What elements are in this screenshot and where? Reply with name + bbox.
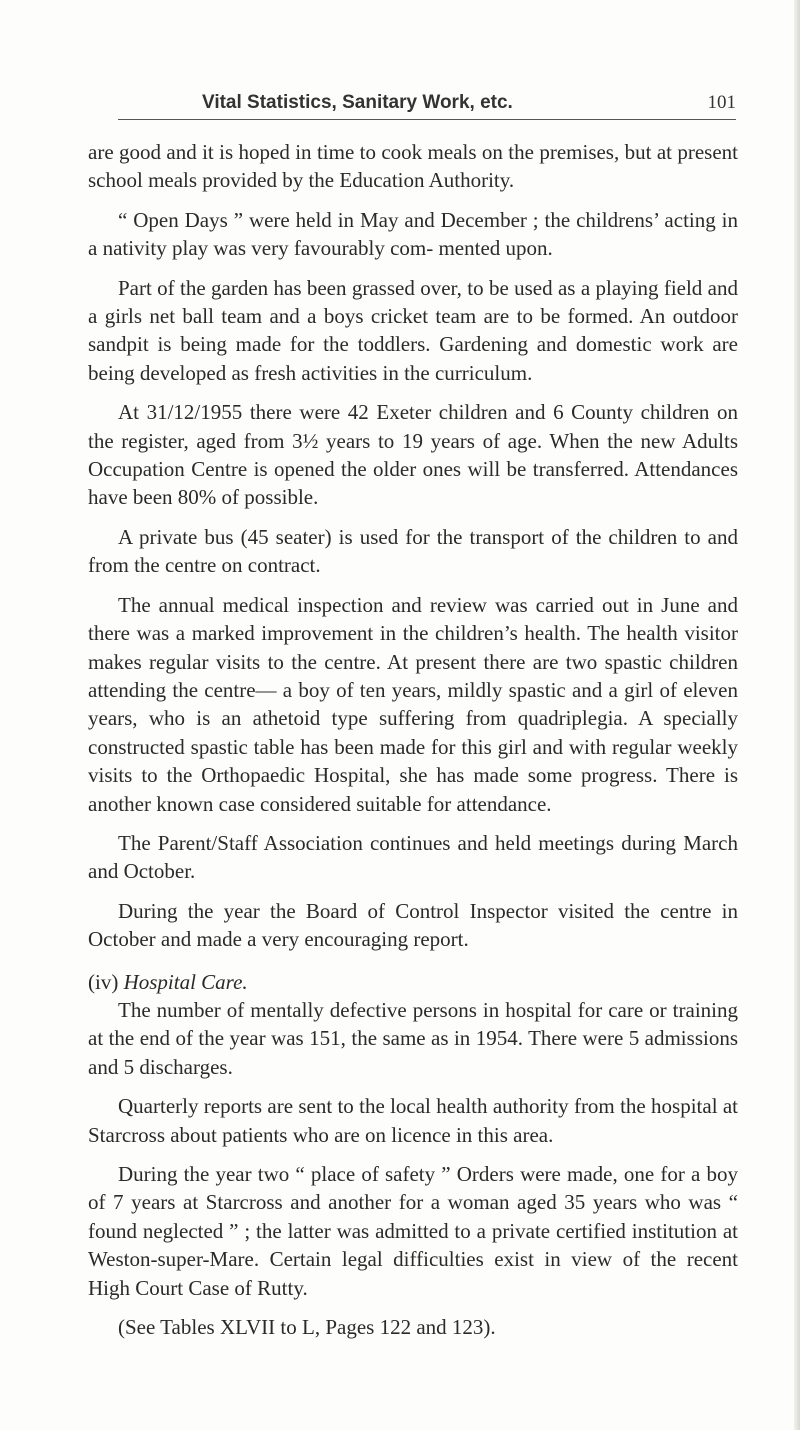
paragraph: A private bus (45 seater) is used for the transport of the children to and from the centre on contract. — [88, 524, 738, 578]
paragraph: “ Open Days ” were held in May and December ; the childrens’ acting in a nativity play was very favourably com- mented upon. — [88, 207, 738, 261]
tables-reference: (See Tables XLVII to L, Pages 122 and 123). — [118, 1315, 496, 1340]
page-edge-shadow — [794, 0, 800, 1430]
paragraph: Quarterly reports are sent to the local health authority from the hospital at Starcross about patients who are on licence in this area. — [88, 1094, 738, 1147]
paragraph: The annual medical inspection and review was carried out in June and there was a marked improvement in the children’s health. The health visitor makes regular visits to the centre. At present there are two spastic children attending the centre— a boy of ten years, mildly spastic and a girl of eleven years, who is an athetoid type suffering from quadriplegia. A specially constructed spastic table has been made for this girl and with regular weekly visits to the Orthopaedic Hospital, she has made some progress. There is another known case considered suitable for attendance. — [88, 592, 738, 816]
page-header — [118, 92, 736, 122]
body-text — [88, 138, 738, 1352]
paragraph: At 31/12/1955 there were 42 Exeter children and 6 County children on the register, aged from 3½ years to 19 years of age. When the new Adults Occupation Centre is opened the older ones will be transferred. Attendances have been 80% of possible. — [88, 400, 738, 510]
section-heading — [88, 968, 738, 996]
running-title: Vital Statistics, Sanitary Work, etc. — [202, 92, 513, 113]
paragraph: During the year two “ place of safety ” Orders were made, one for a boy of 7 years at Starcross and another for a woman aged 35 years who was “ found neglected ” ; the latter was admitted to a private certified institution at Weston-super-Mare. Certain legal difficulties exist in view of the recent High Court Case of Rutty. — [88, 1162, 738, 1300]
paragraph: During the year the Board of Control Inspector visited the centre in October and made a very encouraging report. — [88, 898, 738, 952]
paragraph: The number of mentally defective persons in hospital for care or training at the end of the year was 151, the same as in 1954. There were 5 admissions and 5 discharges. — [88, 997, 738, 1079]
section-number: (iv) — [88, 969, 119, 994]
section-title: Hospital Care. — [123, 969, 248, 994]
paragraph: Part of the garden has been grassed over, to be used as a playing field and a girls net ball team and a boys cricket team are to be formed. An outdoor sandpit is being made for the toddlers. Gardening and domestic work are being developed as fresh activities in the curriculum. — [88, 275, 738, 385]
page-number: 101 — [707, 92, 736, 113]
header-rule — [118, 119, 736, 120]
paragraph: The Parent/Staff Association continues and held meetings during March and October. — [88, 830, 738, 884]
paragraph: are good and it is hoped in time to cook meals on the premises, but at present school meals provided by the Education Authority. — [88, 140, 738, 193]
